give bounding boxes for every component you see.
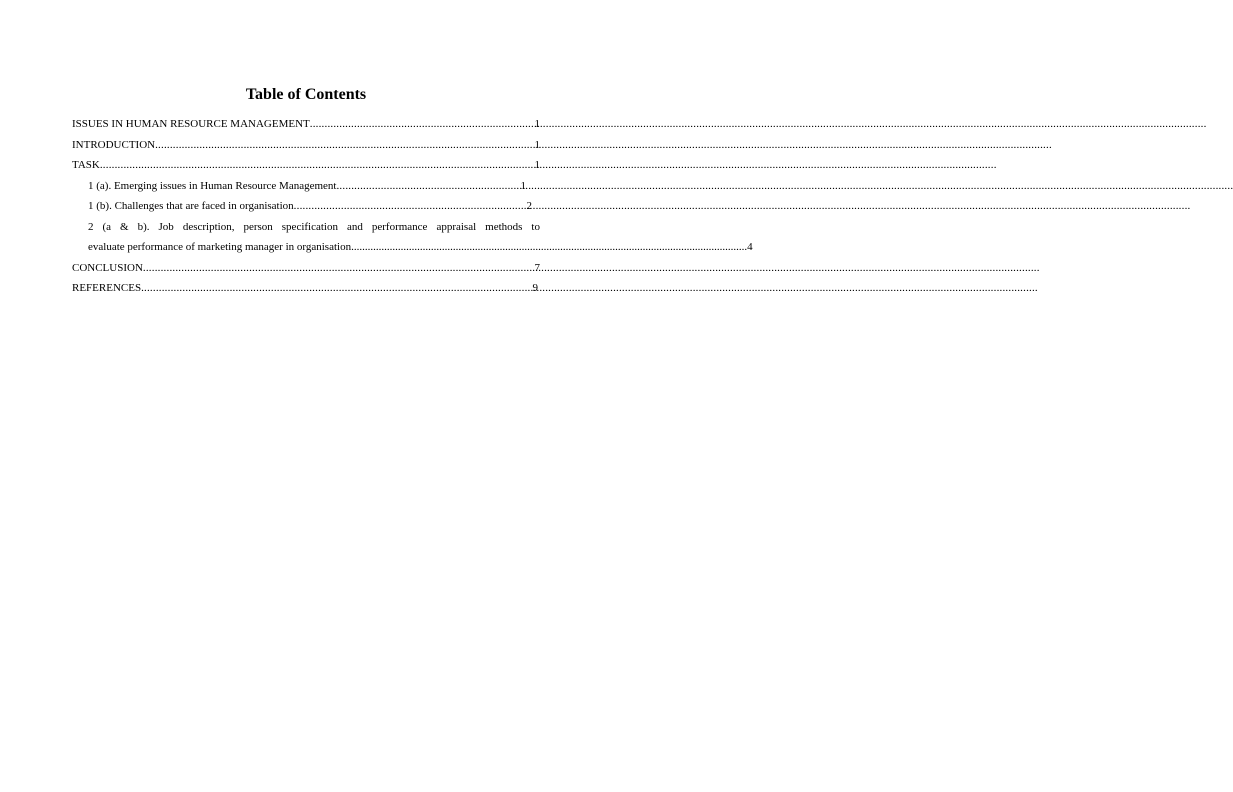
toc-entry-page: 1	[534, 159, 540, 171]
toc-entry-label: 1 (b). Challenges that are faced in organisation	[88, 200, 294, 212]
dot-leader	[100, 155, 535, 176]
toc-entry-emerging-issues[interactable]	[72, 176, 526, 197]
toc-entry-label: CONCLUSION	[72, 261, 143, 274]
toc-entry-challenges[interactable]	[72, 196, 532, 217]
toc-title: Table of Contents	[245, 86, 367, 103]
toc-entry-label: TASK	[72, 159, 100, 171]
table-of-contents	[72, 114, 753, 299]
toc-entry-issues-in-hrm[interactable]	[72, 114, 540, 135]
dot-leader	[336, 176, 520, 197]
toc-entry-page: 7	[534, 261, 540, 274]
toc-entry-page: 9	[532, 282, 538, 294]
toc-entry-label: ISSUES IN HUMAN RESOURCE MANAGEMENT	[72, 118, 310, 130]
toc-entry-job-description[interactable]	[72, 217, 753, 258]
dot-leader	[155, 135, 534, 156]
toc-entry-line2	[88, 237, 753, 258]
toc-entry-conclusion[interactable]	[72, 258, 540, 279]
toc-entry-label-line1: 2 (a & b). Job description, person specification and performance appraisal methods to	[88, 220, 540, 233]
toc-entry-page: 1	[534, 138, 540, 151]
toc-entry-label: INTRODUCTION	[72, 138, 156, 151]
dot-leader	[141, 278, 532, 299]
toc-entry-introduction[interactable]	[72, 135, 540, 156]
dot-leader	[294, 196, 527, 217]
toc-entry-references[interactable]	[72, 278, 538, 299]
toc-entry-label-line2: evaluate performance of marketing manager in organisation	[88, 241, 352, 253]
toc-entry-label: 1 (a). Emerging issues in Human Resource Management	[88, 179, 337, 192]
dot-leader	[143, 258, 535, 279]
toc-entry-page: 4	[747, 241, 753, 253]
toc-entry-label: REFERENCES	[72, 282, 142, 294]
dot-leader	[310, 114, 535, 135]
dot-leader: ................................................................................................................................................	[351, 241, 748, 253]
toc-entry-task[interactable]	[72, 155, 540, 176]
toc-entry-page: 1	[520, 179, 526, 192]
toc-entry-page: 1	[534, 118, 540, 130]
toc-entry-page: 2	[526, 200, 532, 212]
